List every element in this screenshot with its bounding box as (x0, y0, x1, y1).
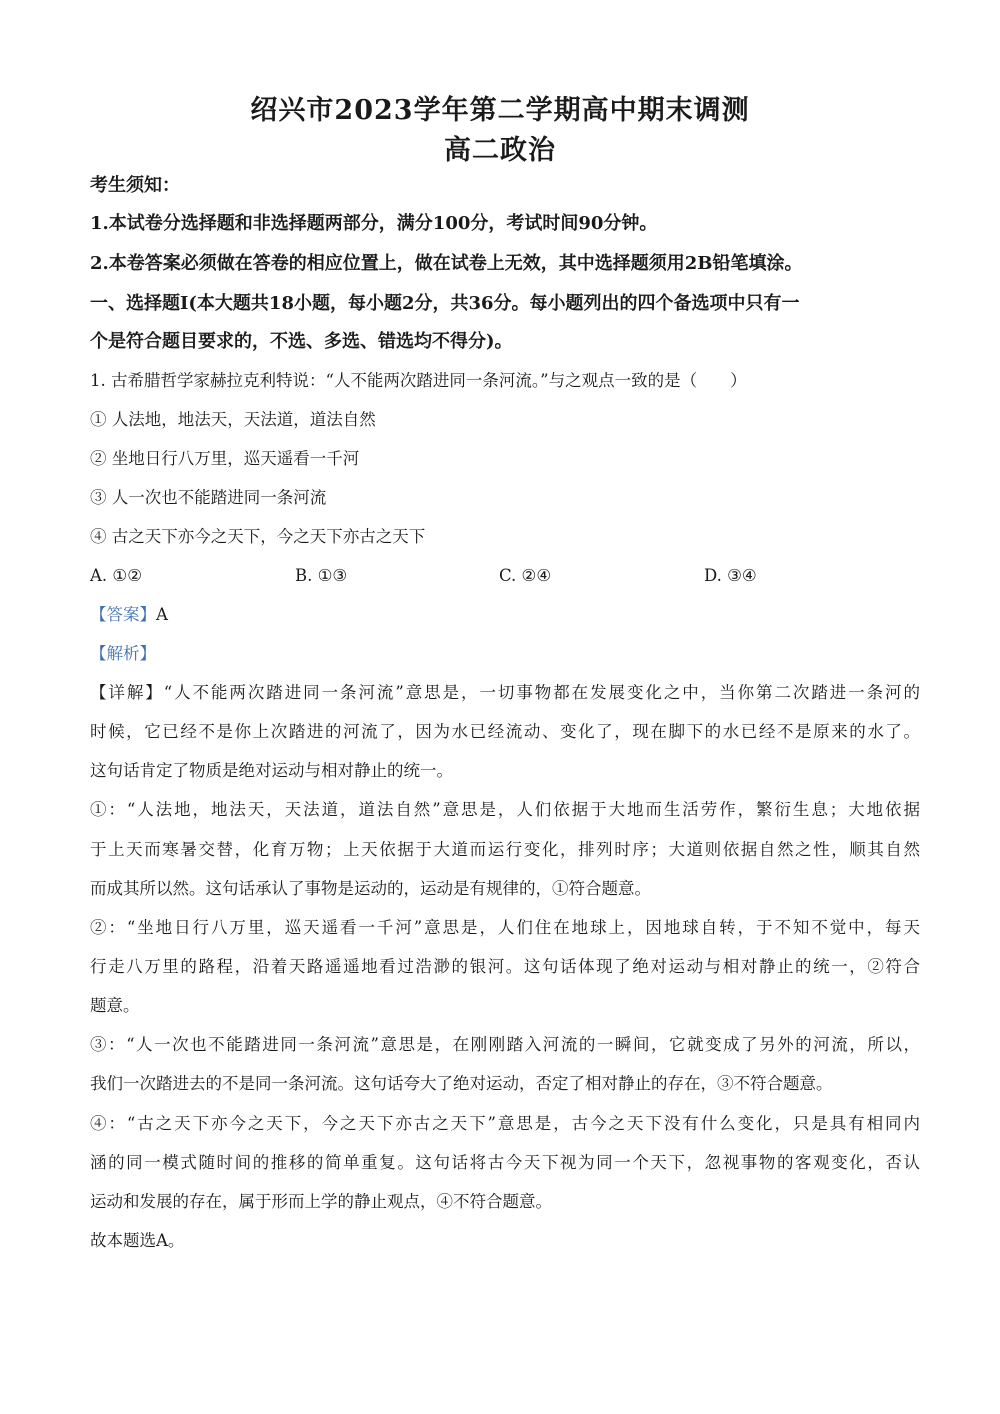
section-heading-line-1: 一、选择题Ⅰ(本大题共18小题，每小题2分，共36分。每小题列出的四个备选项中只有一 (90, 293, 800, 314)
option-a: A. ①② (90, 566, 142, 585)
detail-line-1: 【详解】“人不能两次踏进同一条河流”意思是，一切事物都在发展变化之中，当你第二次踏进一条河的 (90, 683, 920, 702)
answer-line (90, 603, 920, 627)
option-b: B. ①③ (295, 566, 348, 585)
option-d: D. ③④ (704, 566, 757, 585)
detail-line-3: 这句话肯定了物质是绝对运动与相对静止的统一。 (90, 761, 453, 780)
detail-line-9: 题意。 (90, 996, 140, 1015)
detail-line-13: 涵的同一模式随时间的推移的简单重复。这句话将古今天下视为同一个天下，忽视事物的客观变化，否认 (90, 1153, 920, 1172)
detail-line-5: 于上天而寒暑交替，化育万物；上天依据于大道而运行变化，排列时序；大道则依据自然之性，顺其自然 (90, 840, 920, 859)
answer-tag: 【答案】 (90, 605, 156, 624)
exam-title: 绍兴市2023学年第二学期高中期末调测 (250, 95, 750, 126)
detail-line-4: ①：“人法地，地法天，天法道，道法自然”意思是，人们依据于大地而生活劳作，繁衍生息；大地依据 (90, 800, 920, 819)
detail-line-2: 时候，它已经不是你上次踏进的河流了，因为水已经流动、变化了，现在脚下的水已经不是原来的水了。 (90, 722, 920, 741)
detail-line-7: ②：“坐地日行八万里，巡天遥看一千河”意思是，人们住在地球上，因地球自转，于不知不觉中，每天 (90, 918, 920, 937)
detail-line-10: ③：“人一次也不能踏进同一条河流”意思是，在刚刚踏入河流的一瞬间，它就变成了另外的河流，所以， (90, 1035, 920, 1054)
section-heading-line-2: 个是符合题目要求的，不选、多选、错选均不得分)。 (90, 331, 513, 352)
statement-3: ③ 人一次也不能踏进同一条河流 (90, 488, 327, 507)
analysis-line (90, 642, 920, 666)
answer-value: A (156, 605, 168, 624)
exam-subject: 高二政治 (444, 135, 556, 166)
statement-1: ① 人法地，地法天，天法道，道法自然 (90, 410, 376, 429)
notice-item-1: 1.本试卷分选择题和非选择题两部分，满分100分，考试时间90分钟。 (90, 213, 658, 234)
detail-line-8: 行走八万里的路程，沿着天路遥遥地看过浩渺的银河。这句话体现了绝对运动与相对静止的统一，②符合 (90, 957, 920, 976)
question-stem: 1. 古希腊哲学家赫拉克利特说：“人不能两次踏进同一条河流。”与之观点一致的是（ ） (90, 371, 747, 390)
option-c: C. ②④ (499, 566, 552, 585)
detail-line-12: ④：“古之天下亦今之天下，今之天下亦古之天下”意思是，古今之天下没有什么变化，只是具有相同内 (90, 1114, 920, 1133)
detail-line-11: 我们一次踏进去的不是同一条河流。这句话夸大了绝对运动，否定了相对静止的存在，③不符合题意。 (90, 1074, 833, 1093)
detail-line-6: 而成其所以然。这句话承认了事物是运动的，运动是有规律的，①符合题意。 (90, 879, 651, 898)
notice-item-2: 2.本卷答案必须做在答卷的相应位置上，做在试卷上无效，其中选择题须用2B铅笔填涂。 (90, 253, 803, 274)
statement-4: ④ 古之天下亦今之天下，今之天下亦古之天下 (90, 527, 426, 546)
conclusion-line: 故本题选A。 (90, 1231, 185, 1250)
statement-2: ② 坐地日行八万里，巡天遥看一千河 (90, 449, 360, 468)
notice-heading: 考生须知： (90, 175, 180, 196)
analysis-tag: 【解析】 (90, 644, 156, 663)
detail-line-14: 运动和发展的存在，属于形而上学的静止观点，④不符合题意。 (90, 1192, 552, 1211)
